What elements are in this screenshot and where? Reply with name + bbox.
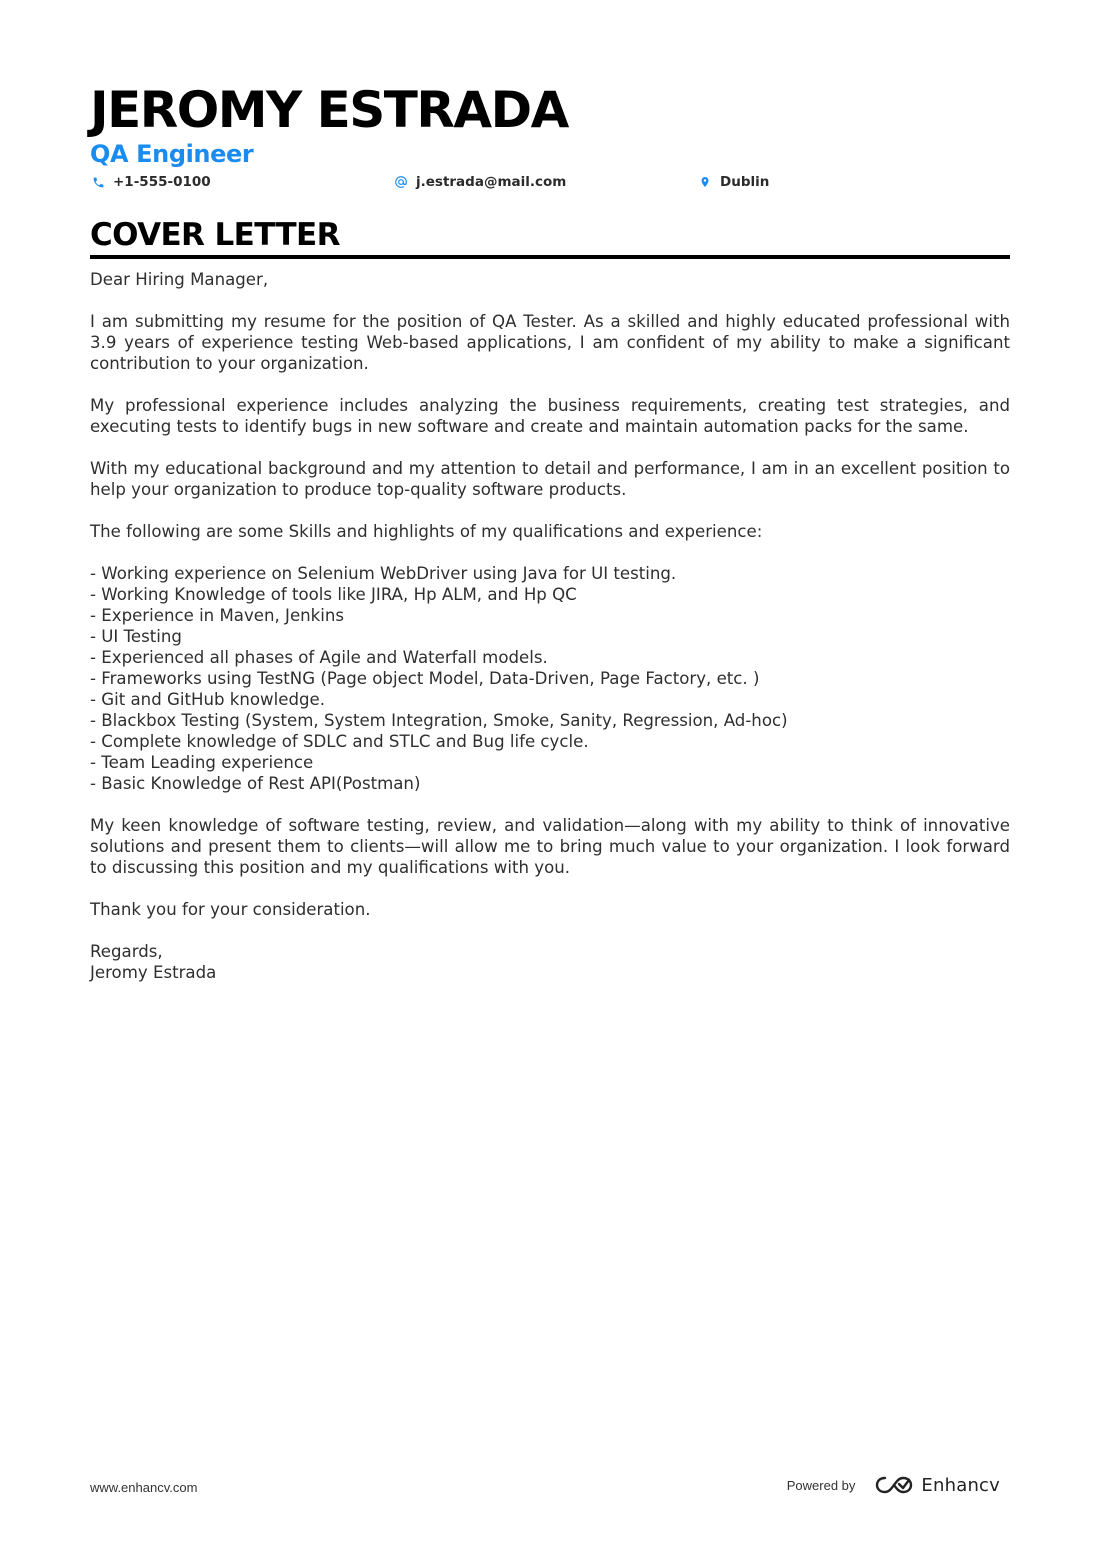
thanks: Thank you for your consideration. [90, 900, 371, 919]
list-item: - Experienced all phases of Agile and Waterfall models. [90, 648, 548, 667]
phone-icon [90, 174, 106, 190]
list-item: - Basic Knowledge of Rest API(Postman) [90, 774, 421, 793]
location-pin-icon [697, 174, 713, 190]
paragraph-closing: My keen knowledge of software testing, review, and validation—along with my ability to think of innovative solutions and present them to clients—will allow me to bring much value to your organization. I look forward to discussing this position and my qualifications with you. [90, 816, 1010, 877]
candidate-name: JEROMY ESTRADA [90, 81, 568, 139]
signature: Jeromy Estrada [90, 963, 217, 982]
phone-number: +1-555-0100 [113, 174, 211, 190]
contact-phone [90, 172, 211, 192]
cover-letter-page [90, 0, 1010, 1556]
brand-name: Enhancv [921, 1474, 1000, 1496]
location: Dublin [720, 174, 770, 190]
list-item: - Frameworks using TestNG (Page object Model, Data-Driven, Page Factory, etc. ) [90, 669, 760, 688]
at-icon [393, 174, 409, 190]
candidate-title: QA Engineer [90, 140, 254, 168]
contact-location [697, 172, 769, 192]
list-item: - Git and GitHub knowledge. [90, 690, 326, 709]
list-item: - Working Knowledge of tools like JIRA, Hp ALM, and Hp QC [90, 585, 577, 604]
paragraph-background: With my educational background and my attention to detail and performance, I am in an excellent position to help your organization to produce top-quality software products. [90, 459, 1010, 499]
paragraph-experience: My professional experience includes analyzing the business requirements, creating test strategies, and executing tests to identify bugs in new software and create and maintain automation packs for the same. [90, 396, 1010, 436]
list-item: - UI Testing [90, 627, 182, 646]
contact-email [393, 172, 566, 192]
skills-list [90, 563, 1010, 794]
list-item: - Blackbox Testing (System, System Integration, Smoke, Sanity, Regression, Ad-hoc) [90, 711, 788, 730]
website-link[interactable]: www.enhancv.com [90, 1480, 198, 1495]
powered-by [787, 1474, 1000, 1496]
signoff: Regards, [90, 942, 163, 961]
section-divider [90, 255, 1010, 259]
section-title: COVER LETTER [90, 217, 340, 253]
list-item: - Experience in Maven, Jenkins [90, 606, 345, 625]
list-item: - Team Leading experience [90, 753, 314, 772]
paragraph-skills-intro: The following are some Skills and highlights of my qualifications and experience: [90, 522, 763, 541]
list-item: - Complete knowledge of SDLC and STLC and Bug life cycle. [90, 732, 589, 751]
enhancv-logo-icon [875, 1474, 913, 1496]
list-item: - Working experience on Selenium WebDriver using Java for UI testing. [90, 564, 677, 583]
email-address: j.estrada@mail.com [416, 174, 567, 190]
contact-row [90, 172, 1010, 192]
paragraph-intro: I am submitting my resume for the position of QA Tester. As a skilled and highly educated professional with 3.9 years of experience testing Web-based applications, I am confident of my ability to make a significant contribution to your organization. [90, 312, 1010, 373]
letter-body [90, 269, 1010, 983]
salutation: Dear Hiring Manager, [90, 270, 269, 289]
powered-by-label: Powered by [786, 1477, 856, 1493]
